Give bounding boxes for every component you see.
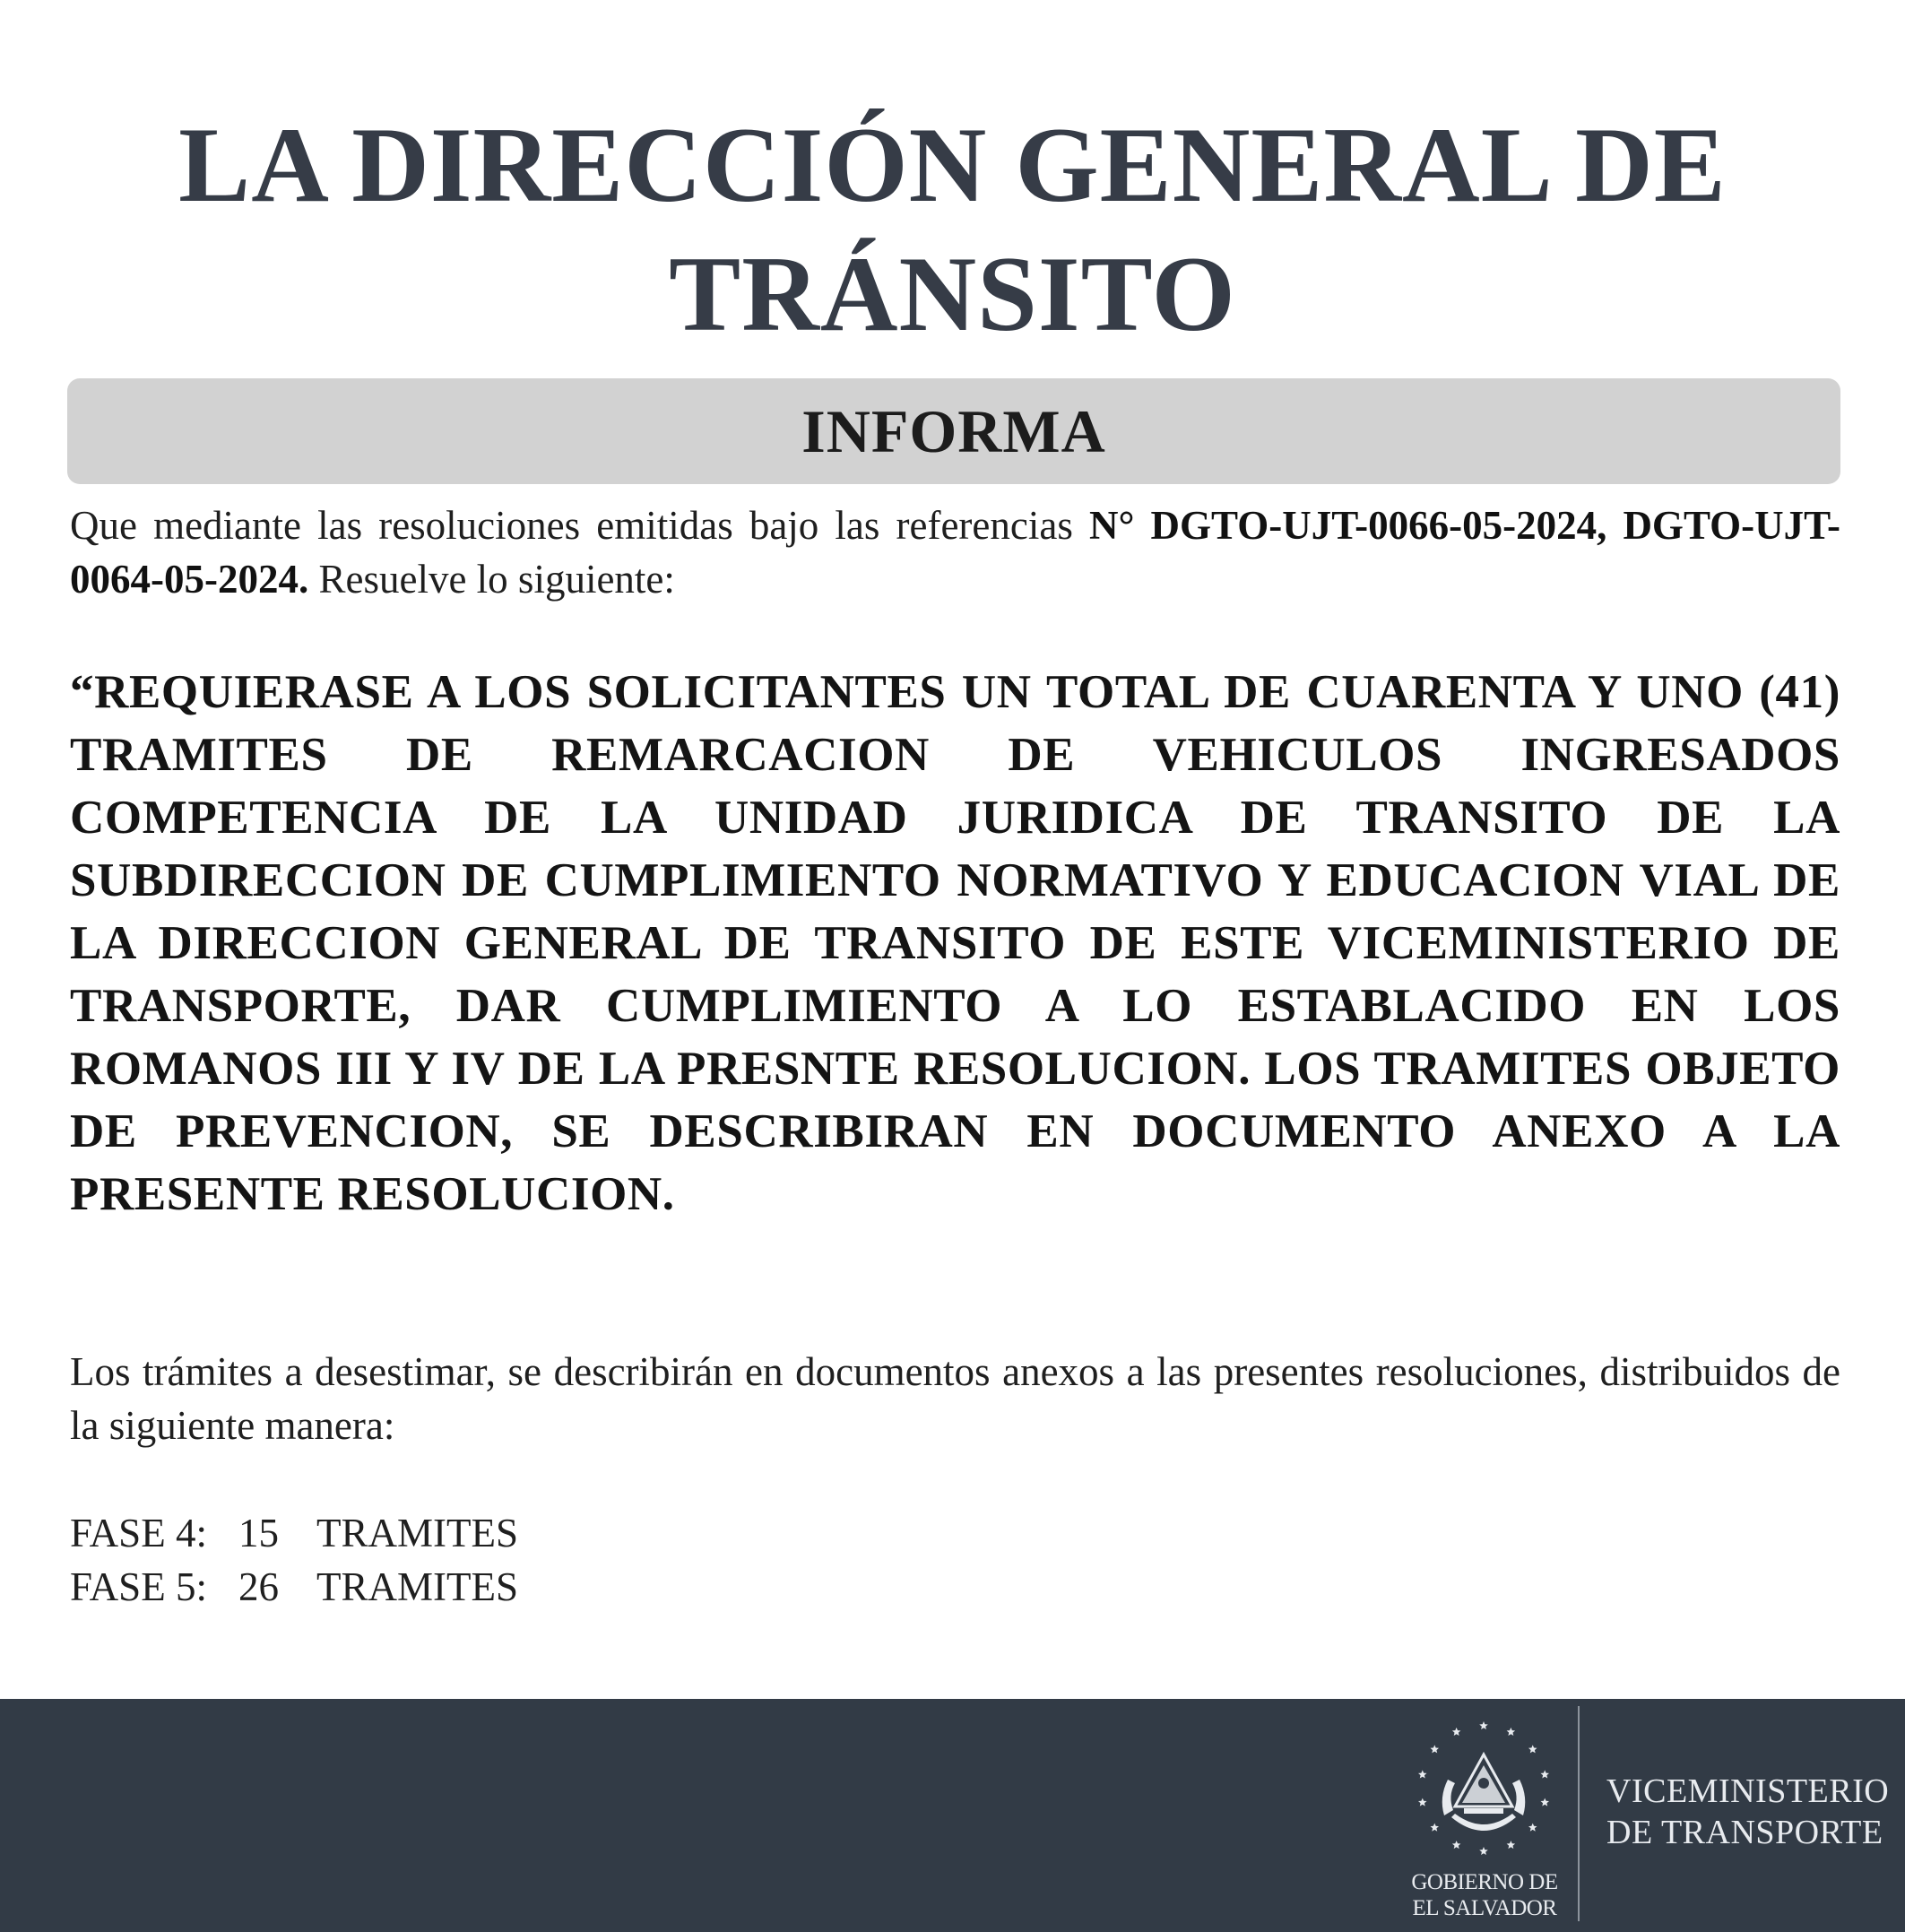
star-icon	[1418, 1798, 1427, 1806]
informa-banner: INFORMA	[67, 378, 1840, 484]
star-icon	[1452, 1728, 1461, 1736]
star-icon	[1507, 1728, 1516, 1736]
star-icon	[1528, 1745, 1537, 1753]
star-icon	[1541, 1798, 1550, 1806]
el-salvador-coat-of-arms-icon	[1412, 1717, 1555, 1869]
government-line-1: GOBIERNO DE	[1411, 1870, 1558, 1894]
distribution-paragraph: Los trámites a desestimar, se describirán en documentos anexos a las presentes resoluciones, distribuidos de la siguiente manera:	[70, 1349, 1840, 1448]
star-icon	[1431, 1824, 1440, 1832]
star-icon	[1541, 1770, 1550, 1778]
footer	[0, 1699, 1905, 1932]
phase-row	[70, 1506, 518, 1560]
intro-suffix: Resuelve lo siguiente:	[318, 557, 675, 602]
phase-count: 26	[238, 1564, 279, 1609]
phase-unit: TRAMITES	[316, 1511, 518, 1555]
footer-divider	[1578, 1706, 1580, 1921]
government-line-2: EL SALVADOR	[1412, 1896, 1557, 1920]
page-title-line-1: LA DIRECCIÓN GENERAL DE	[178, 105, 1727, 224]
government-label	[1385, 1869, 1584, 1921]
page-title	[0, 100, 1905, 359]
star-icon	[1479, 1847, 1488, 1855]
intro-prefix: Que mediante las resoluciones emitidas bajo las referencias	[70, 503, 1073, 548]
ministry-line-2: DE TRANSPORTE	[1606, 1814, 1883, 1851]
phase-unit: TRAMITES	[316, 1564, 518, 1609]
star-icon	[1507, 1841, 1516, 1849]
resolution-text: “REQUIERASE A LOS SOLICITANTES UN TOTAL DE CUARENTA Y UNO (41) TRAMITES DE REMARCACION DE VEHICULOS INGRESADOS COMPETENCIA DE LA UNIDAD JURIDICA DE TRANSITO DE LA SUBDIRECCION DE CUMPLIMIENTO NORMATIVO Y EDUCACION VIAL DE LA DIRECCION GENERAL DE TRANSITO DE ESTE VICEMINISTERIO DE TRANSPORTE, DAR CUMPLIMIENTO A LO ESTABLACIDO EN LOS ROMANOS III Y IV DE LA PRESNTE RESOLUCION. LOS TRAMITES OBJETO DE PREVENCION, SE DESCRIBIRAN EN DOCUMENTO ANEXO A LA PRESENTE RESOLUCION.	[70, 666, 1840, 1220]
phase-count: 15	[238, 1511, 279, 1555]
ministry-label	[1606, 1771, 1889, 1853]
star-icon	[1418, 1770, 1427, 1778]
star-icon	[1431, 1745, 1440, 1753]
star-icon	[1479, 1721, 1488, 1729]
phase-label: FASE 5:	[70, 1564, 207, 1609]
star-icon	[1452, 1841, 1461, 1849]
resolution-references: N° DGTO-UJT-0066-05-2024, DGTO-UJT-0064-05-2024.	[70, 503, 1840, 602]
intro-paragraph	[70, 498, 1840, 606]
phase-row	[70, 1560, 518, 1614]
phase-label: FASE 4:	[70, 1511, 207, 1555]
star-icon	[1528, 1824, 1537, 1832]
ministry-line-1: VICEMINISTERIO	[1606, 1772, 1890, 1810]
page-title-line-2: TRÁNSITO	[669, 234, 1236, 353]
phase-list	[70, 1506, 518, 1614]
